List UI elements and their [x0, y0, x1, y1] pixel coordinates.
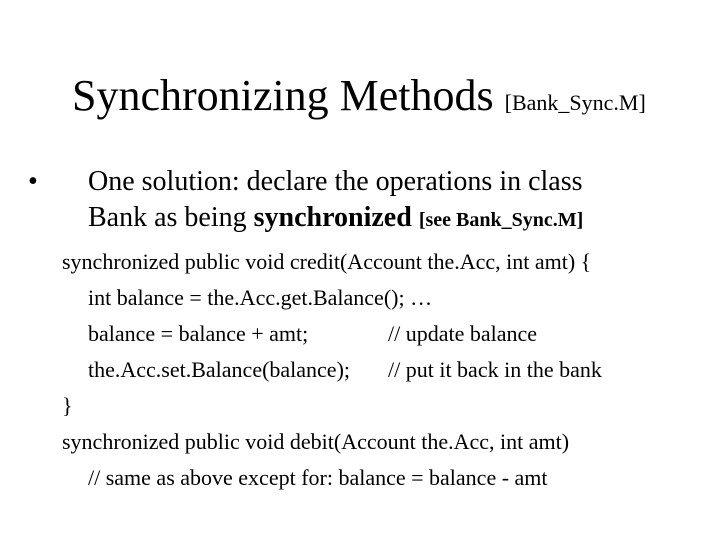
code-line: [62, 352, 712, 388]
title-text: Synchronizing Methods: [72, 71, 494, 120]
code-block: [62, 244, 712, 496]
code-comment: // put it back in the bank: [388, 357, 602, 382]
slide-title: [72, 66, 712, 133]
code-line: }: [62, 393, 73, 418]
bullet-line-2-prefix: Bank as being: [88, 202, 254, 233]
code-line: // same as above except for: balance = balance - amt: [88, 465, 548, 490]
code-line: [62, 316, 712, 352]
code-statement: the.Acc.set.Balance(balance);: [88, 357, 351, 382]
bullet-keyword: synchronized: [253, 202, 412, 233]
code-line: synchronized public void debit(Account the.Acc, int amt): [62, 429, 570, 454]
bullet-line-1: One solution: declare the operations in class: [88, 166, 583, 197]
code-comment: // update balance: [388, 321, 538, 346]
bullet-dot-icon: •: [28, 166, 38, 197]
code-line: int balance = the.Acc.get.Balance(); …: [88, 285, 433, 310]
code-statement: balance = balance + amt;: [88, 321, 309, 346]
bullet-reference: [see Bank_Sync.M]: [418, 209, 584, 231]
title-tag: [Bank_Sync.M]: [504, 90, 646, 115]
code-line: synchronized public void credit(Account the.Acc, int amt) {: [62, 249, 592, 274]
bullet-line-2: [88, 200, 583, 238]
